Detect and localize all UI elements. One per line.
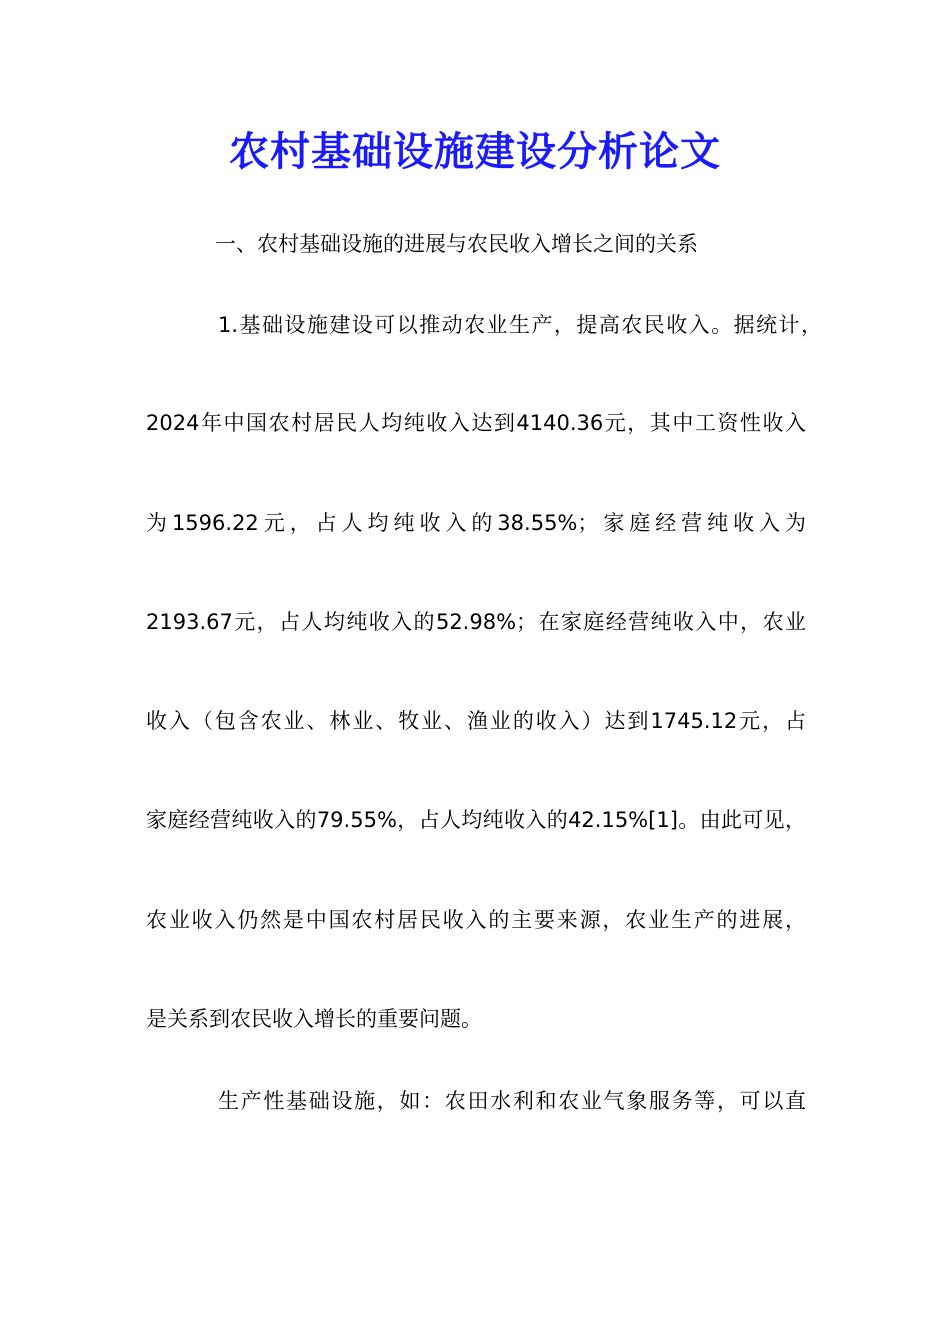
paragraph-line: 生产性基础设施，如：农田水利和农业气象服务等，可以直 — [218, 1089, 806, 1113]
paragraph-line: 农业收入仍然是中国农村居民收入的主要来源，农业生产的进展， — [146, 908, 806, 932]
paragraph-line: 是关系到农民收入增长的重要问题。 — [146, 1007, 482, 1031]
paragraph-line: 家庭经营纯收入的79.55%，占人均纯收入的42.15%[1]。由此可见， — [146, 808, 806, 832]
paragraph-line: 2193.67元，占人均纯收入的52.98%；在家庭经营纯收入中，农业 — [146, 610, 806, 634]
document-title: 农村基础设施建设分析论文 — [229, 128, 721, 175]
paragraph-line: 2024年中国农村居民人均纯收入达到4140.36元，其中工资性收入 — [146, 411, 806, 435]
section-heading: 一、农村基础设施的进展与农民收入增长之间的关系 — [215, 232, 698, 256]
paragraph-line: 为1596.22元，占人均纯收入的38.55%；家庭经营纯收入为 — [146, 511, 806, 535]
paragraph-line: 1.基础设施建设可以推动农业生产，提高农民收入。据统计， — [218, 313, 822, 337]
paragraph-line: 收入（包含农业、林业、牧业、渔业的收入）达到1745.12元，占 — [146, 709, 806, 733]
